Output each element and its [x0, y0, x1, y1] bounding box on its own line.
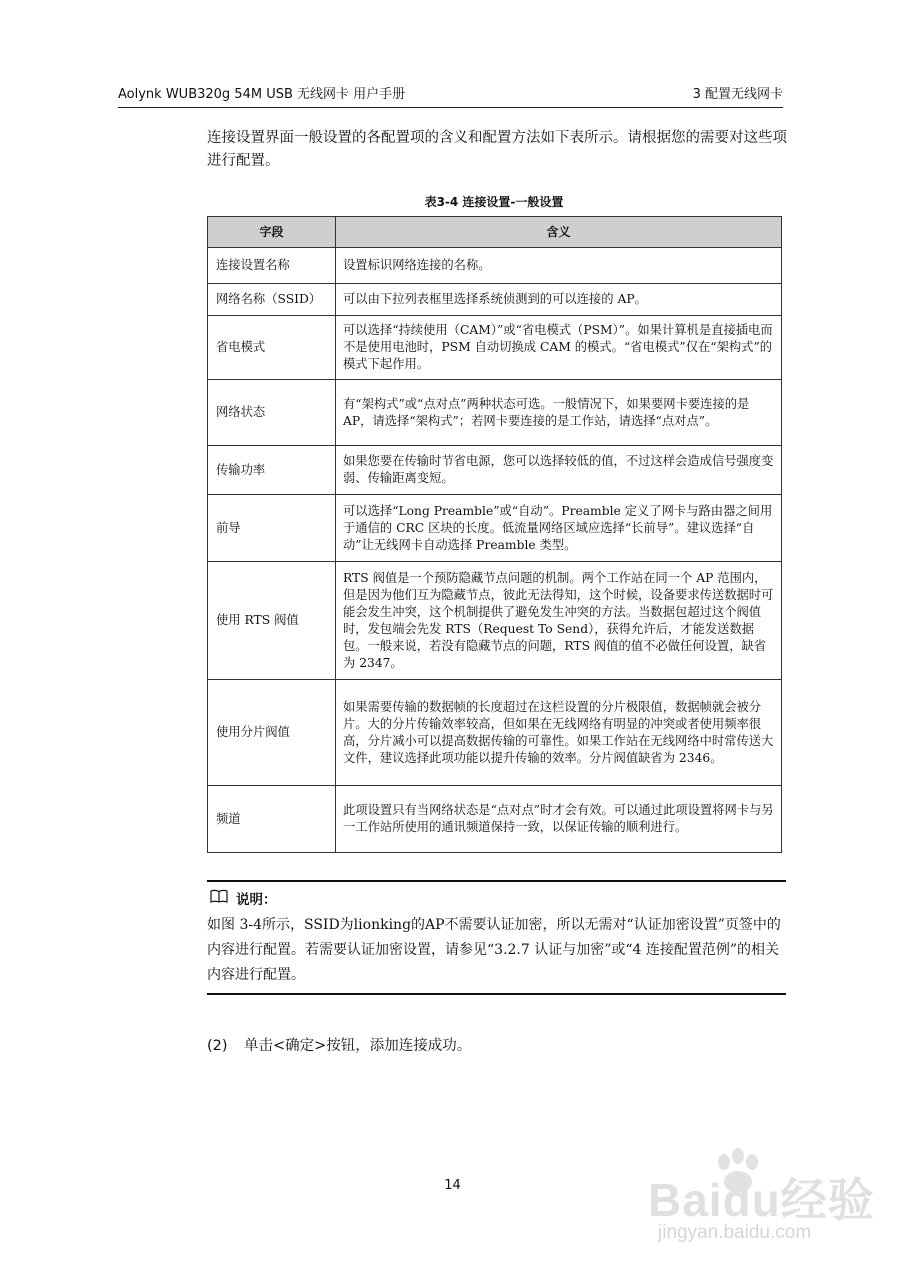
table-caption: 表3-4 连接设置-一般设置 [424, 195, 564, 209]
column-header-meaning: 含义 [336, 217, 782, 248]
step-text: 单击<确定>按钮，添加连接成功。 [244, 1038, 472, 1054]
table-row [208, 562, 782, 680]
field-cell: 网络状态 [208, 380, 336, 446]
table-row [208, 248, 782, 284]
watermark-url: jingyan.baidu.com [658, 1222, 812, 1243]
table-row [208, 680, 782, 786]
table-row [208, 380, 782, 446]
meaning-cell: 可以选择“持续使用（CAM）”或“省电模式（PSM）”。如果计算机是直接插电而不是使用电池时，PSM 自动切换成 CAM 的模式。“省电模式”仅在“架构式”的模式下起作用。 [336, 316, 782, 380]
table-row [208, 316, 782, 380]
step-number: (2) [207, 1038, 228, 1054]
page-number: 14 [444, 1178, 461, 1193]
field-cell: 使用分片阀值 [208, 680, 336, 786]
header-manual-title: Aolynk WUB320g 54M USB 无线网卡 用户手册 [118, 87, 406, 102]
table-row [208, 786, 782, 853]
table-header-row [208, 217, 782, 248]
note-heading [210, 888, 277, 908]
step-paragraph [207, 1034, 471, 1055]
settings-table [207, 216, 782, 853]
field-cell: 网络名称（SSID） [208, 284, 336, 316]
meaning-cell: 可以由下拉列表框里选择系统侦测到的可以连接的 AP。 [336, 284, 782, 316]
meaning-cell: 有“架构式”或“点对点”两种状态可选。一般情况下，如果要网卡要连接的是 AP，请选择“架构式”；若网卡要连接的是工作站，请选择“点对点”。 [336, 380, 782, 446]
meaning-cell: 如果您要在传输时节省电源，您可以选择较低的值，不过这样会造成信号强度变弱、传输距离变短。 [336, 446, 782, 495]
meaning-cell: 此项设置只有当网络状态是“点对点”时才会有效。可以通过此项设置将网卡与另一工作站所使用的通讯频道保持一致，以保证传输的顺利进行。 [336, 786, 782, 853]
field-cell: 连接设置名称 [208, 248, 336, 284]
table-row [208, 446, 782, 495]
note-top-rule [207, 880, 786, 882]
note-body: 如图 3-4所示，SSID为lionking的AP不需要认证加密，所以无需对“认证加密设置”页签中的内容进行配置。若需要认证加密设置，请参见“3.2.7 认证与加密”或“4 连接配置范例”的相关内容进行配置。 [207, 917, 781, 983]
field-cell: 省电模式 [208, 316, 336, 380]
header-chapter-title: 3 配置无线网卡 [692, 87, 783, 102]
field-cell: 使用 RTS 阀值 [208, 562, 336, 680]
meaning-cell: 可以选择“Long Preamble”或“自动”。Preamble 定义了网卡与路由器之间用于通信的 CRC 区块的长度。低流量网络区域应选择“长前导”。建议选择“自动”让无线网卡自动选择 Preamble 类型。 [336, 495, 782, 562]
header-divider [118, 107, 783, 108]
book-icon [210, 889, 228, 907]
meaning-cell: 设置标识网络连接的名称。 [336, 248, 782, 284]
column-header-field: 字段 [208, 217, 336, 248]
table-row [208, 284, 782, 316]
note-title: 说明： [236, 892, 277, 908]
field-cell: 传输功率 [208, 446, 336, 495]
baidu-watermark [640, 1148, 890, 1258]
intro-paragraph: 连接设置界面一般设置的各配置项的含义和配置方法如下表所示。请根据您的需要对这些项进行配置。 [207, 130, 787, 169]
table-row [208, 495, 782, 562]
meaning-cell: RTS 阀值是一个预防隐藏节点问题的机制。两个工作站在同一个 AP 范围内，但是因为他们互为隐藏节点，彼此无法得知，这个时候，设备要求传送数据时可能会发生冲突，这个机制提供了避免发生冲突的方法。当数据包超过这个阀值时，发包端会先发 RTS（Request To Send），获得允许后，才能发送数据包。一般来说，若没有隐藏节点的问题，RTS 阀值的值不必做任何设置，缺省为 2347。 [336, 562, 782, 680]
meaning-cell: 如果需要传输的数据帧的长度超过在这栏设置的分片极限值，数据帧就会被分片。大的分片传输效率较高，但如果在无线网络有明显的冲突或者使用频率很高，分片减小可以提高数据传输的可靠性。如果工作站在无线网络中时常传送大文件，建议选择此项功能以提升传输的效率。分片阀值缺省为 2346。 [336, 680, 782, 786]
note-bottom-rule [207, 993, 786, 995]
watermark-brand: Baidu经验 [648, 1174, 875, 1226]
field-cell: 频道 [208, 786, 336, 853]
field-cell: 前导 [208, 495, 336, 562]
